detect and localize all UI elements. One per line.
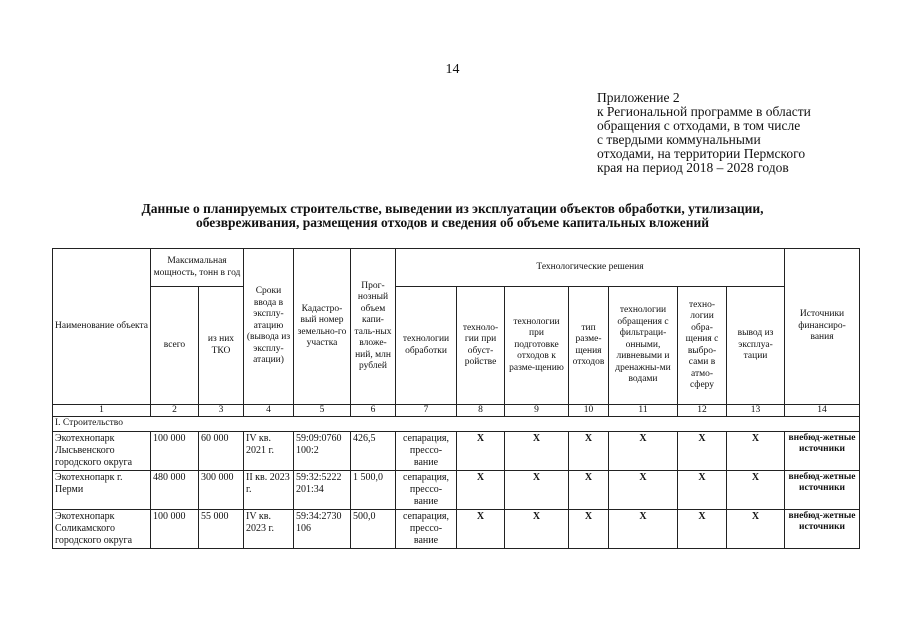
header-processing: технологии обработки xyxy=(396,287,457,405)
column-number: 12 xyxy=(678,405,727,417)
cell-cadastral: 59:09:0760 100:2 xyxy=(294,431,351,470)
header-total: всего xyxy=(151,287,199,405)
header-cadastral: Кадастро-вый номер земельно-го участка xyxy=(294,249,351,405)
header-arrangement: техноло-гии при обуст-ройстве xyxy=(457,287,505,405)
column-number-row xyxy=(53,405,860,417)
cell-processing: сепарация, прессо-вание xyxy=(396,509,457,548)
header-capacity: Максимальная мощность, тонн в год xyxy=(151,249,244,287)
cell-processing: сепарация, прессо-вание xyxy=(396,431,457,470)
cell-filtrate: X xyxy=(609,509,678,548)
cell-arrangement: X xyxy=(457,470,505,509)
cell-investment: 500,0 xyxy=(351,509,396,548)
cell-filtrate: X xyxy=(609,431,678,470)
column-number: 2 xyxy=(151,405,199,417)
cell-date: II кв. 2023 г. xyxy=(244,470,294,509)
cell-name: Экотехнопарк Соликамского городского округа xyxy=(53,509,151,548)
cell-emissions: X xyxy=(678,431,727,470)
cell-placement-type: X xyxy=(569,470,609,509)
column-number: 5 xyxy=(294,405,351,417)
cell-cadastral: 59:34:2730 106 xyxy=(294,509,351,548)
cell-investment: 426,5 xyxy=(351,431,396,470)
appendix-line: края на период 2018 – 2028 годов xyxy=(597,160,789,175)
cell-tko: 60 000 xyxy=(199,431,244,470)
appendix-line: с твердыми коммунальными xyxy=(597,132,761,147)
cell-preparation: X xyxy=(505,431,569,470)
appendix-line: обращения с отходами, в том числе xyxy=(597,118,801,133)
column-number: 7 xyxy=(396,405,457,417)
cell-placement-type: X xyxy=(569,431,609,470)
section-row xyxy=(53,417,860,432)
header-placement-type: тип разме-щения отходов xyxy=(569,287,609,405)
table-row xyxy=(53,470,860,509)
cell-funding: внебюд-жетные источники xyxy=(785,431,860,470)
column-number: 11 xyxy=(609,405,678,417)
page-number: 14 xyxy=(445,62,460,77)
appendix-line: Приложение 2 xyxy=(597,90,680,105)
cell-cadastral: 59:32:5222 201:34 xyxy=(294,470,351,509)
header-decommission: вывод из эксплуа-тации xyxy=(727,287,785,405)
table-row xyxy=(53,431,860,470)
column-number: 8 xyxy=(457,405,505,417)
cell-tko: 55 000 xyxy=(199,509,244,548)
column-number: 6 xyxy=(351,405,396,417)
appendix-line: отходами, на территории Пермского xyxy=(597,146,806,161)
section-label: I. Строительство xyxy=(53,417,860,432)
header-name: Наименование объекта xyxy=(53,249,151,405)
header-preparation: технологии при подготовке отходов к разме-щению xyxy=(505,287,569,405)
column-number: 4 xyxy=(244,405,294,417)
cell-funding: внебюд-жетные источники xyxy=(785,509,860,548)
cell-name: Экотехнопарк Лысьвенского городского округа xyxy=(53,431,151,470)
appendix-note xyxy=(597,91,857,175)
cell-emissions: X xyxy=(678,470,727,509)
column-number: 3 xyxy=(199,405,244,417)
cell-total: 480 000 xyxy=(151,470,199,509)
title-line-1: Данные о планируемых строительстве, выведении из эксплуатации объектов обработки, утилизации, xyxy=(141,201,764,216)
header-tko: из них ТКО xyxy=(199,287,244,405)
cell-preparation: X xyxy=(505,509,569,548)
cell-filtrate: X xyxy=(609,470,678,509)
header-dates: Сроки ввода в эксплу-атацию (вывода из эксплу-атации) xyxy=(244,249,294,405)
column-number: 14 xyxy=(785,405,860,417)
header-emissions: техно-логии обра-щения с выбро-сами в атмо-сферу xyxy=(678,287,727,405)
appendix-line: к Региональной программе в области xyxy=(597,104,811,119)
cell-date: IV кв. 2023 г. xyxy=(244,509,294,548)
cell-date: IV кв. 2021 г. xyxy=(244,431,294,470)
objects-table xyxy=(52,248,860,549)
cell-decommission: X xyxy=(727,431,785,470)
title-line-2: обезвреживания, размещения отходов и сведения об объеме капитальных вложений xyxy=(195,215,710,230)
cell-preparation: X xyxy=(505,470,569,509)
header-filtrate: технологии обращения с фильтраци-онными, ливневыми и дренажны-ми водами xyxy=(609,287,678,405)
cell-decommission: X xyxy=(727,509,785,548)
column-number: 1 xyxy=(53,405,151,417)
cell-tko: 300 000 xyxy=(199,470,244,509)
header-investment: Прог-нозный объем капи-таль-ных вложе-ний, млн рублей xyxy=(351,249,396,405)
cell-name: Экотехнопарк г. Перми xyxy=(53,470,151,509)
cell-processing: сепарация, прессо-вание xyxy=(396,470,457,509)
cell-decommission: X xyxy=(727,470,785,509)
table-row xyxy=(53,509,860,548)
column-number: 10 xyxy=(569,405,609,417)
cell-placement-type: X xyxy=(569,509,609,548)
column-number: 13 xyxy=(727,405,785,417)
cell-arrangement: X xyxy=(457,431,505,470)
column-number: 9 xyxy=(505,405,569,417)
cell-emissions: X xyxy=(678,509,727,548)
cell-investment: 1 500,0 xyxy=(351,470,396,509)
cell-funding: внебюд-жетные источники xyxy=(785,470,860,509)
cell-total: 100 000 xyxy=(151,509,199,548)
document-title xyxy=(60,202,845,230)
header-tech-solutions: Технологические решения xyxy=(396,249,785,287)
cell-arrangement: X xyxy=(457,509,505,548)
cell-total: 100 000 xyxy=(151,431,199,470)
header-funding: Источники финансиро-вания xyxy=(785,249,860,405)
